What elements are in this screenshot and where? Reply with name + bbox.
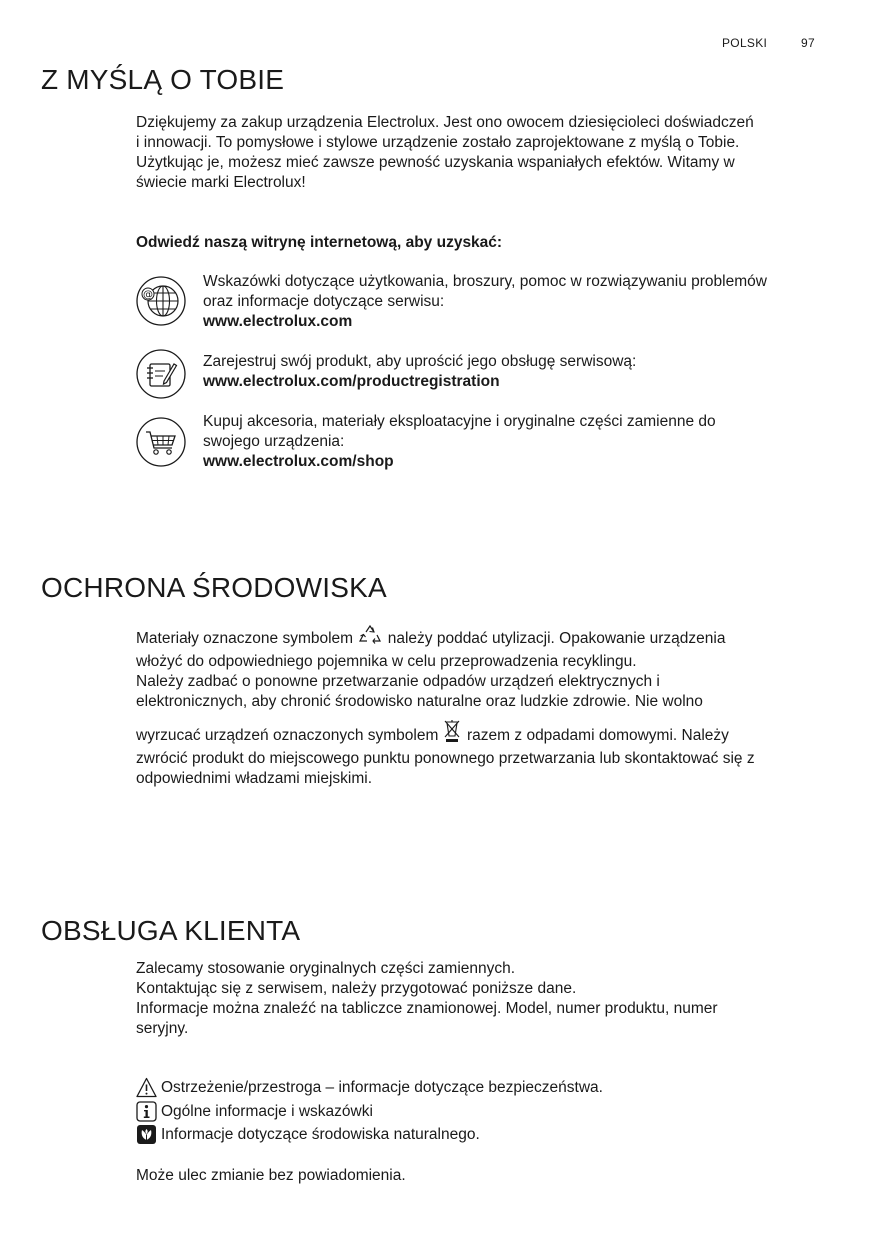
info-icon: [136, 1101, 157, 1122]
environment-line: [136, 719, 836, 749]
environment-text: wyrzucać urządzeń oznaczonych symbolem: [136, 727, 439, 744]
customer-paragraph: [136, 959, 836, 1039]
customer-line: seryjny.: [136, 1020, 189, 1037]
link-description: oraz informacje dotyczące serwisu:: [203, 293, 445, 310]
customer-line: Zalecamy stosowanie oryginalnych części zamiennych.: [136, 960, 516, 977]
visit-heading: Odwiedź naszą witrynę internetową, aby uzyskać:: [136, 234, 503, 251]
environment-line: Należy zadbać o ponowne przetwarzanie odpadów urządzeń elektrycznych i: [136, 673, 660, 690]
header-language: POLSKI: [722, 36, 768, 50]
link-url-electrolux[interactable]: www.electrolux.com: [203, 313, 353, 330]
link-description: Zarejestruj swój produkt, aby uprościć jego obsługę serwisową:: [203, 353, 637, 370]
intro-line: i innowacji. To pomysłowe i stylowe urządzenie zostało zaprojektowane z myślą o Tobie.: [136, 134, 740, 151]
intro-line: świecie marki Electrolux!: [136, 174, 306, 191]
recycle-icon: [357, 624, 383, 652]
intro-line: Dziękujemy za zakup urządzenia Electrolux. Jest ono owocem dziesięcioleci doświadczeń: [136, 114, 754, 131]
environment-line: zwrócić produkt do miejscowego punktu ponownego przetwarzania lub skontaktować się z: [136, 750, 755, 767]
intro-paragraph: [136, 113, 836, 193]
customer-line: Kontaktując się z serwisem, należy przygotować poniższe dane.: [136, 980, 577, 997]
svg-text:@: @: [143, 289, 153, 301]
section-title-customer-care: OBSŁUGA KLIENTA: [41, 915, 301, 946]
environment-text: należy poddać utylizacji. Opakowanie urządzenia: [387, 630, 726, 647]
intro-line: Użytkując je, możesz mieć zawsze pewność uzyskania wspaniałych efektów. Witamy w: [136, 154, 735, 171]
web-globe-icon: [136, 276, 186, 326]
section-title-thanks: Z MYŚLĄ O TOBIE: [41, 64, 285, 95]
link-description: Kupuj akcesoria, materiały eksploatacyjne i oryginalne części zamienne do: [203, 413, 716, 430]
environment-text: Materiały oznaczone symbolem: [136, 630, 354, 647]
register-notepad-icon: [136, 349, 186, 399]
crossed-bin-icon: [443, 719, 463, 749]
page-number: 97: [801, 36, 815, 50]
environment-line: elektronicznych, aby chronić środowisko naturalne oraz ludzkie zdrowie. Nie wolno: [136, 693, 703, 710]
environment-line: [136, 624, 836, 652]
link-description: Wskazówki dotyczące użytkowania, broszury, pomoc w rozwiązywaniu problemów: [203, 273, 767, 290]
change-notice: Może ulec zmianie bez powiadomienia.: [136, 1167, 406, 1184]
environment-leaf-icon: [136, 1124, 157, 1145]
section-title-environment: OCHRONA ŚRODOWISKA: [41, 572, 387, 603]
environment-line: odpowiednimi władzami miejskimi.: [136, 770, 373, 787]
legend-text: Ogólne informacje i wskazówki: [161, 1103, 373, 1120]
link-url-registration[interactable]: www.electrolux.com/productregistration: [203, 373, 500, 390]
shopping-cart-icon: [136, 417, 186, 467]
link-url-shop[interactable]: www.electrolux.com/shop: [203, 453, 394, 470]
customer-line: Informacje można znaleźć na tabliczce znamionowej. Model, numer produktu, numer: [136, 1000, 718, 1017]
legend-text: Informacje dotyczące środowiska naturalnego.: [161, 1126, 480, 1143]
legend-text: Ostrzeżenie/przestroga – informacje dotyczące bezpieczeństwa.: [161, 1079, 603, 1096]
environment-line: włożyć do odpowiedniego pojemnika w celu przeprowadzenia recyklingu.: [136, 653, 637, 670]
warning-triangle-icon: [136, 1077, 157, 1098]
environment-paragraph: [136, 624, 836, 789]
environment-text: razem z odpadami domowymi. Należy: [467, 727, 729, 744]
link-description: swojego urządzenia:: [203, 433, 345, 450]
